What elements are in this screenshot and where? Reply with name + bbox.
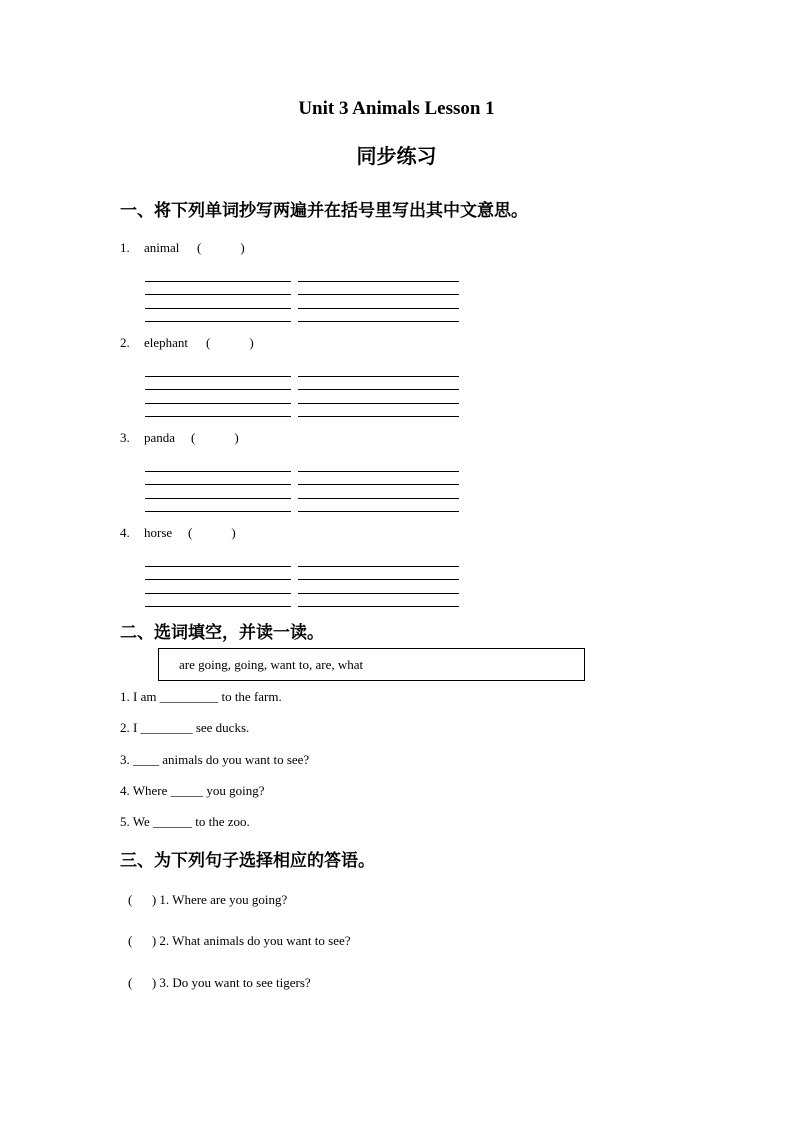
page-subtitle: 同步练习: [356, 144, 437, 168]
writing-line: [145, 294, 291, 295]
copy-item-paren: ( ): [197, 240, 245, 255]
answer-item: ( ) 1. Where are you going?: [128, 892, 288, 907]
copy-item-paren: ( ): [188, 525, 236, 540]
writing-line: [145, 511, 291, 512]
writing-line: [298, 484, 459, 485]
section1-heading: 一、将下列单词抄写两遍并在括号里写出其中文意思。: [120, 201, 528, 221]
copy-item-paren: ( ): [191, 430, 239, 445]
writing-line: [298, 593, 459, 594]
fill-item: 1. I am _________ to the farm.: [120, 689, 282, 704]
writing-line: [145, 281, 291, 282]
writing-line: [145, 471, 291, 472]
writing-line: [145, 566, 291, 567]
writing-line: [145, 579, 291, 580]
writing-line: [298, 579, 459, 580]
writing-line: [145, 593, 291, 594]
writing-line: [298, 294, 459, 295]
writing-line: [145, 416, 291, 417]
answer-item: ( ) 3. Do you want to see tigers?: [128, 975, 311, 990]
copy-item-num: 2.: [120, 335, 130, 350]
copy-item-num: 4.: [120, 525, 130, 540]
writing-line: [298, 403, 459, 404]
writing-line: [145, 376, 291, 377]
word-bank: are going, going, want to, are, what: [179, 657, 364, 672]
writing-line: [298, 281, 459, 282]
copy-item-num: 3.: [120, 430, 130, 445]
writing-line: [298, 498, 459, 499]
section3-heading: 三、为下列句子选择相应的答语。: [120, 851, 375, 871]
writing-line: [298, 376, 459, 377]
writing-line: [145, 498, 291, 499]
writing-line: [298, 566, 459, 567]
writing-line: [298, 308, 459, 309]
copy-item-paren: ( ): [206, 335, 254, 350]
writing-line: [145, 484, 291, 485]
fill-item: 5. We ______ to the zoo.: [120, 814, 250, 829]
writing-line: [145, 308, 291, 309]
writing-line: [298, 606, 459, 607]
writing-line: [298, 511, 459, 512]
fill-item: 4. Where _____ you going?: [120, 783, 265, 798]
fill-item: 2. I ________ see ducks.: [120, 720, 250, 735]
fill-item: 3. ____ animals do you want to see?: [120, 752, 310, 767]
writing-line: [145, 606, 291, 607]
copy-item-word: animal: [144, 240, 180, 255]
copy-item-word: horse: [144, 525, 173, 540]
answer-item: ( ) 2. What animals do you want to see?: [128, 933, 351, 948]
copy-item-num: 1.: [120, 240, 130, 255]
writing-line: [145, 321, 291, 322]
copy-item-word: panda: [144, 430, 176, 445]
writing-line: [298, 416, 459, 417]
writing-line: [298, 389, 459, 390]
section2-heading: 二、选词填空，并读一读。: [120, 623, 324, 643]
writing-line: [298, 471, 459, 472]
copy-item-word: elephant: [144, 335, 189, 350]
page-title: Unit 3 Animals Lesson 1: [298, 98, 495, 119]
writing-line: [298, 321, 459, 322]
writing-line: [145, 403, 291, 404]
writing-line: [145, 389, 291, 390]
